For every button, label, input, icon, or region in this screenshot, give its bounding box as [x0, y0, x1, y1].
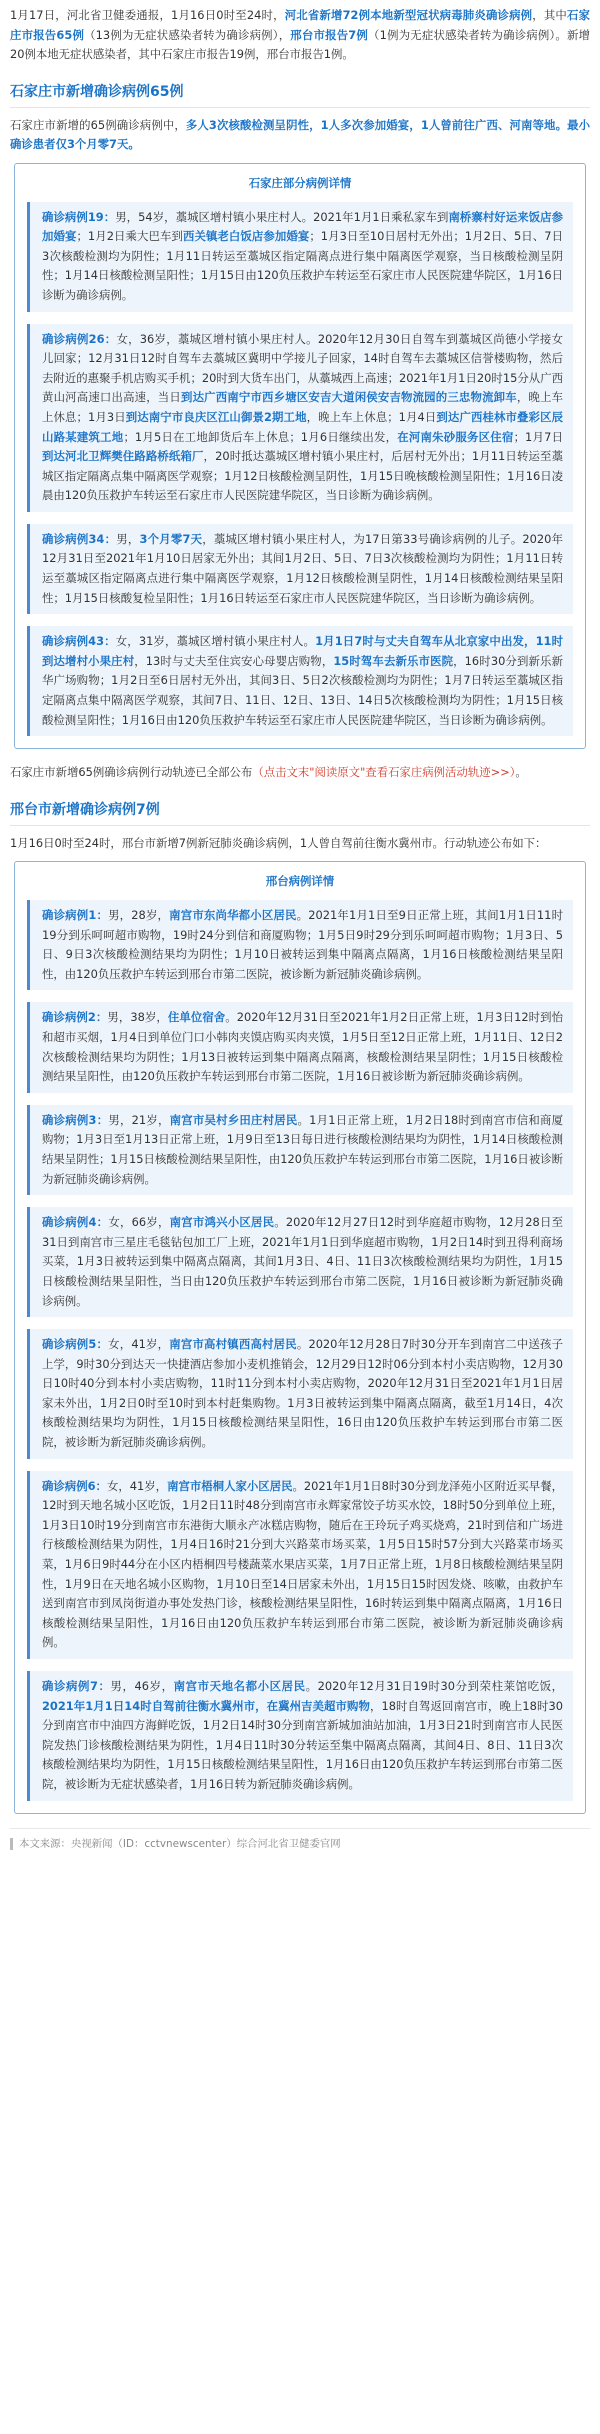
body-text: 1月17日，河北省卫健委通报，1月16日0时至24时，: [10, 8, 285, 22]
body-text: 。2021年1月1日至9日正常上班，其间1月1日11时19分到乐呵呵超市购物，19时24分到信和商厦购物；1月5日9时29分到乐呵呵超市购物；1月3日、5日、9日3次核酸检测结果均为阴性；1月10日被转运到集中隔离点隔离，1月16日核酸检测结果呈阳性，由120负压救护车转运到邢台市第二医院，被诊断为新冠肺炎确诊病例。: [42, 908, 563, 981]
body-text: 男，38岁，: [107, 1010, 168, 1025]
case-title: 确诊病例3：: [42, 1112, 109, 1127]
body-text: ；1月2日乘大巴车到: [76, 229, 183, 244]
case-title: 确诊病例26：: [42, 331, 117, 346]
body-text: 男，46岁，: [110, 1679, 174, 1693]
highlight-text: 南宫市高村镇西高村居民: [169, 1337, 297, 1352]
source-text: 本文来源：央视新闻（ID：cctvnewscenter）综合河北省卫健委官网: [19, 1837, 341, 1850]
highlight-text: 15时驾车去新乐市医院: [333, 653, 454, 668]
body-text: ，20时抵达藁城区增村镇小果庄村，后居村无外出；1月11日转运至藁城区指定隔离点集中隔离医学观察；1月12日核酸检测呈阴性，1月15日晚核酸检测呈阳性；1月16日凌晨由120负压救护车转运至石家庄市人民医院建华院区，当日诊断为确诊病例。: [42, 449, 563, 503]
body-text: （1例为无症状感染者转为确诊病例）。新增20例本地无症状感染者，其中石家庄市报告19例，邢台市报告1例。: [10, 27, 591, 62]
body-text: ，晚上车上休息；1月3日: [42, 390, 563, 424]
highlight-text: 到达南宁市良庆区江山御景2期工地: [125, 409, 307, 424]
highlight-text: 南宫市鸿兴小区居民: [169, 1215, 275, 1230]
case-title: 确诊病例19：: [42, 209, 116, 224]
sjz-case-box: [14, 163, 586, 749]
body-text: 女，66岁，: [108, 1215, 170, 1230]
case-title: 确诊病例2：: [42, 1010, 108, 1025]
body-text: （13例为无症状感染者转为确诊病例），: [84, 27, 291, 42]
xt-box-title: 邢台病例详情: [265, 874, 335, 889]
body-text: 男，21岁，: [108, 1112, 170, 1127]
body-text: 。2020年12月31日至2021年1月2日正常上班，1月3日12时到怡和超市买烟，1月4日到单位门口小韩肉夹馍店购买肉夹馍，1月5日至12日正常上班，1月11日、12日2次核酸检测结果均为阴性；1月13日被转运到集中隔离点隔离，核酸检测结果呈阴性；1月15日核酸检测结果呈阳性，由120负压救护车转运到邢台市第二医院，1月16日被诊断为新冠肺炎确诊病例。: [42, 1010, 564, 1084]
case-item: [27, 900, 573, 990]
highlight-text: 到达河北卫辉樊住路路桥纸箱厂: [42, 449, 204, 464]
highlight-text: 南桥寨村好运来饭店参加婚宴: [42, 209, 563, 244]
body-text: ，其中: [532, 8, 567, 22]
body-text: 石家庄市新增的65例确诊病例中，: [10, 117, 186, 132]
body-text: ，16时30分到新乐新华广场购物；1月2日至6日居村无外出，其间3日、5日2次核酸检测均为阴性；1月7日转运至藁城区指定隔离点集中隔离医学观察，其间7日、11日、12日、13日、14日5次核酸检测均为阴性；1月15日核酸检测呈阳性；1月16日由120负压救护车转运至石家庄市人民医院建华院区，当日诊断为确诊病例。: [42, 653, 563, 727]
sjz-box-title: 石家庄部分病例详情: [248, 175, 352, 190]
highlight-text: 2021年1月1日14时自驾前往衡水冀州市，在冀州吉美超市购物: [42, 1698, 370, 1713]
case-item: [27, 1002, 573, 1092]
xt-case-list: [27, 900, 573, 1801]
body-text: 男，28岁，: [108, 908, 170, 922]
case-title: 确诊病例7：: [42, 1679, 111, 1693]
highlight-text: 石家庄市报告65例: [10, 8, 590, 42]
read-more-link[interactable]: （点击文末"阅读原文"查看石家庄病例活动轨迹>>）: [252, 765, 516, 780]
case-item: [27, 1471, 573, 1659]
body-text: 。2020年12月28日7时30分开车到南宫二中送孩子上学，9时30分到达天一快捷酒店参加小麦机推销会，12月29日12时06分到本村小卖店购物，12月30日10时40分到本村小卖店购物，11时11分到本村小卖店购物，2020年12月31日至2021年1月1日居家未外出，1月2日0时至10时到本村赶集购物。1月3日被转运到集中隔离点隔离，截至1月14日，4次核酸检测结果均为阴性，1月15日核酸检测结果呈阳性，16日由120负压救护车转运到邢台市第二医院，被诊断为新冠肺炎确诊病例。: [42, 1337, 563, 1450]
highlight-text: 西关镇老白饭店参加婚宴: [182, 229, 310, 244]
body-text: 。: [515, 765, 527, 780]
body-text: 。2020年12月31日19时30分到荣柱莱馆吃饭，: [305, 1679, 563, 1693]
sjz-summary: [10, 116, 590, 155]
case-item: [27, 1329, 573, 1459]
body-text: 石家庄市新增65例确诊病例行动轨迹已全部公布: [10, 765, 253, 780]
highlight-text: 到达广西南宁市西乡塘区安吉大道闲侯安吉物流园的三忠物流卸车: [180, 390, 517, 405]
case-item: [27, 1671, 573, 1801]
highlight-text: 3个月零7天: [139, 531, 203, 546]
sjz-section-heading: 石家庄市新增确诊病例65例: [10, 81, 590, 108]
body-text: ，藁城区增村镇小果庄村人，为17日第33号确诊病例的儿子。2020年12月31日至2021年1月10日居家无外出；其间1月2日、5日、7日3次核酸检测均为阴性；1月11日转运至藁城区指定隔离点进行集中隔离医学观察，1月12日核酸检测呈阴性，1月14日核酸检测结果呈阳性；1月15日核酸复检呈阳性；1月16日转运至石家庄市人民医院建华院区，当日诊断为确诊病例。: [42, 531, 563, 605]
sjz-case-list: [27, 202, 573, 737]
case-item: [27, 324, 573, 512]
highlight-text: 到达广西桂林市叠彩区辰山路某建筑工地: [42, 409, 563, 444]
highlight-text: 1月1日7时与丈夫自驾车从北京家中出发，11时到达增村小果庄村: [42, 634, 563, 668]
intro-paragraph: [10, 6, 590, 65]
source-footer: [10, 1828, 590, 1855]
body-text: 女，36岁，藁城区增村镇小果庄村人。2020年12月30日自驾车到藁城区尚德小学接女儿回家；12月31日12时自驾车去藁城区冀明中学接儿子回家，14时自驾车去藁城区信誉楼购物，然后去附近的惠聚手机店购买手机；20时到大货车出门，从藁城西上高速；2021年1月1日20时15分从广西黄山河高速口出高速，当日: [42, 331, 563, 405]
case-item: [27, 626, 573, 736]
body-text: 。2021年1月1日8时30分到龙泽苑小区附近买早餐，12时到天地名城小区吃饭，1月2日11时48分到南宫市永辉家常饺子坊买水饺，18时50分到单位上班，1月3日10时19分到南宫市东港街大顺永产冰糕店购物，随后在王玲玩子鸡买烧鸡，21时到信和广场进行核酸检测结果为阴性，1月4日16时21分到大兴路菜市场买菜，1月5日15时57分到大兴路菜市场买菜，1月6日9时44分在小区内梧桐四号楼蔬菜水果店买菜，1月7日正常上班，1月8日核酸检测结果呈阴性，1月9日在天地名城小区购物，1月10日至14日居家未外出，1月15日15时因发烧、咳嗽，由救护车送到南宫市到凤岗街道办事处发热门诊，核酸检测结果呈阳性，16时转运到集中隔离点隔离，1月16日核酸检测结果呈阳性，1月16日由120负压救护车转运到邢台市第二医院，被诊断为新冠肺炎确诊病例。: [42, 1478, 563, 1650]
highlight-text: 南宫市梧桐人家小区居民: [167, 1478, 293, 1493]
body-text: 女，31岁，藁城区增村镇小果庄村人。: [115, 634, 316, 649]
xt-section-heading: 邢台市新增确诊病例7例: [10, 799, 590, 826]
body-text: ，13时与丈夫至住宾安心母婴店购物，: [134, 653, 334, 668]
highlight-text: 在河南朱砂服务区住宿: [397, 429, 514, 444]
body-text: ；1月5日在工地卸货后车上休息；1月6日继续出发，: [123, 429, 398, 444]
highlight-text: 住单位宿舍: [167, 1010, 226, 1025]
highlight-text: 多人3次核酸检测呈阴性，1人多次参加婚宴，1人曾前往广西、河南等地。最小确诊患者仅3个月零7天。: [10, 117, 590, 152]
body-text: ；1月3日至10日居村无外出；1月2日、5日、7日3次核酸检测均为阴性；1月11日转运至藁城区指定隔离点进行集中隔离医学观察，当日核酸检测呈阴性；1月14日核酸检测呈阳性；1月15日由120负压救护车转运至石家庄市人民医院建华院区，1月16日诊断为确诊病例。: [42, 229, 563, 302]
body-text: 女，41岁，: [108, 1337, 170, 1352]
case-title: 确诊病例43：: [42, 634, 116, 649]
highlight-text: 南宫市吴村乡田庄村居民: [169, 1112, 298, 1127]
xt-summary: [10, 834, 590, 854]
footer-bar-icon: [10, 1838, 13, 1850]
case-item: [27, 202, 573, 312]
case-title: 确诊病例6：: [42, 1478, 107, 1493]
body-text: 女，41岁，: [106, 1478, 168, 1493]
body-text: ，18时自驾返回南宫市，晚上18时30分到南宫市中油四方海鲜吃饭，1月2日14时30分到南宫新城加油站加油，1月3日21时到南宫市人民医院发热门诊核酸检测结果为阴性，1月4日11时30分转运至集中隔离点隔离，其间4日、8日、11日3次核酸检测结果均为阴性，1月15日核酸检测结果呈阳性，1月16日由120负压救护车转运到邢台市第二医院，被诊断为无症状感染者，1月16日转为新冠肺炎确诊病例。: [42, 1698, 563, 1791]
highlight-text: 南宫市东尚华都小区居民: [169, 908, 297, 922]
body-text: 1月16日0时至24时，邢台市新增7例新冠肺炎确诊病例，1人曾自驾前往衡水冀州市。行动轨迹公布如下：: [10, 835, 547, 850]
case-item: [27, 524, 573, 614]
case-title: 确诊病例4：: [42, 1215, 109, 1230]
highlight-text: 邢台市报告7例: [290, 27, 369, 42]
xt-case-box: [14, 861, 586, 1813]
body-text: ，晚上车上休息；1月4日: [306, 409, 437, 424]
highlight-text: 河北省新增72例本地新型冠状病毒肺炎确诊病例: [284, 8, 533, 22]
highlight-text: 南宫市天地名都小区居民: [173, 1679, 306, 1693]
case-item: [27, 1207, 573, 1317]
case-title: 确诊病例5：: [42, 1337, 109, 1352]
body-text: 男，54岁，藁城区增村镇小果庄村人。2021年1月1日乘私家车到: [115, 209, 449, 224]
body-text: 。2020年12月27日12时到华庭超市购物，12月28日至31日到南宫市三星庄毛毯钻包加工厂上班，2021年1月1日到华庭超市购物，1月2日14时到丑得利商场买菜，1月3日被转运到集中隔离点隔离，其间1月3日、4日、11日3次核酸检测结果均为阴性，1月15日核酸检测结果呈阳性，当日由120负压救护车转运到邢台市第二医院，1月16日被诊断为新冠肺炎确诊病例。: [42, 1215, 563, 1308]
body-text: 。1月1日正常上班，1月2日18时到南宫市信和商厦购物；1月3日至1月13日正常上班，1月9日至13日每日进行核酸检测结果均为阴性，1月14日核酸检测结果呈阴性；1月15日核酸检测结果呈阳性，由120负压救护车转运到邢台市第二医院，1月16日被诊断为新冠肺炎确诊病例。: [42, 1112, 563, 1186]
body-text: ；1月7日: [513, 429, 563, 444]
sjz-trajectory-note[interactable]: [10, 763, 590, 783]
case-title: 确诊病例1：: [42, 908, 109, 922]
case-title: 确诊病例34：: [42, 531, 117, 546]
case-item: [27, 1105, 573, 1195]
body-text: 男，: [116, 531, 140, 546]
